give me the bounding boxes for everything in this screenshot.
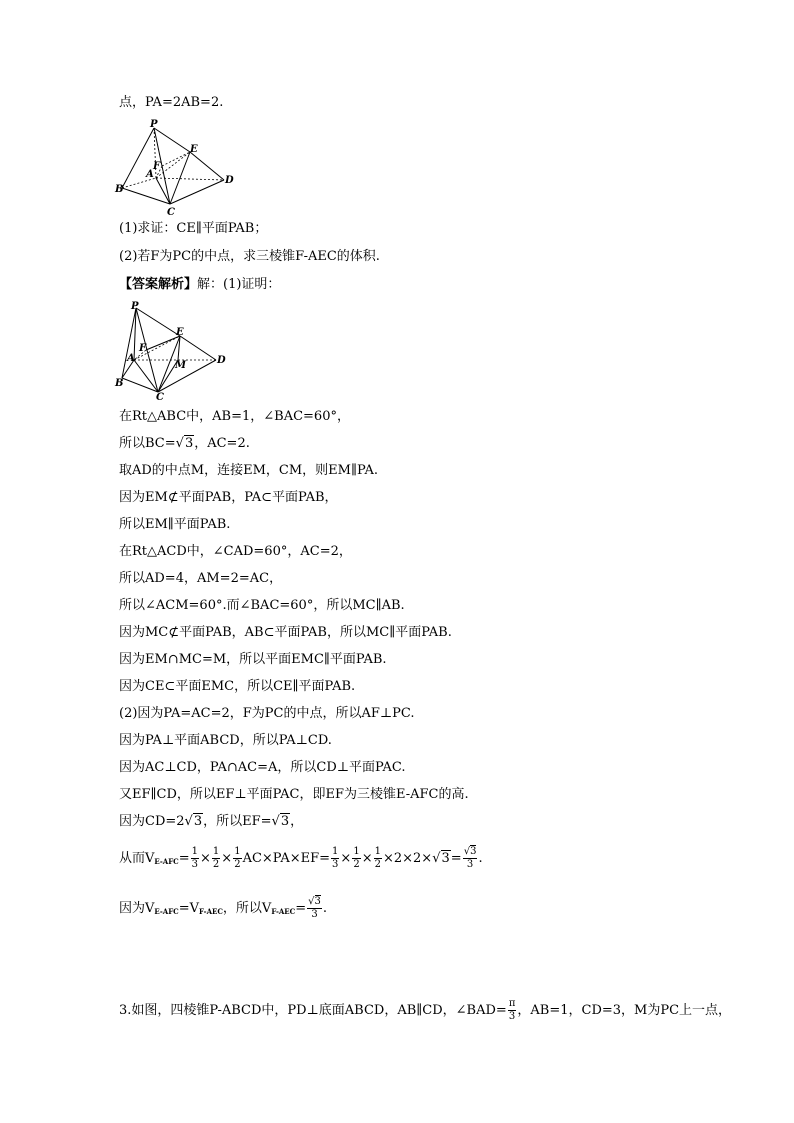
solution-line-5: 所以EM∥平面PAB. — [119, 517, 231, 532]
fig2-label-D: D — [217, 355, 226, 366]
fraction: $\frac{1}{3}$ — [332, 846, 339, 870]
solution-line-1: 在Rt△ABC中，AB=1，∠BAC=60°， — [119, 409, 350, 424]
fig1-label-P: P — [150, 119, 158, 130]
sqrt-symbol: √3 — [175, 436, 194, 451]
fig1-label-D: D — [225, 175, 234, 186]
s18-eq2: = — [295, 901, 307, 916]
solution-line-15: 又EF∥CD，所以EF⊥平面PAC，即EF为三棱锥E-AFC的高. — [119, 787, 469, 802]
answer-start: 解：(1)证明： — [197, 277, 281, 292]
s18-sub2: F-AEC — [199, 907, 223, 916]
solution-line-3: 取AD的中点M，连接EM，CM，则EM∥PA. — [119, 463, 379, 478]
s18-end: . — [322, 901, 328, 916]
problem-3-statement — [119, 998, 731, 1023]
solution-line-14: 因为AC⊥CD，PA∩AC=A，所以CD⊥平面PAC. — [119, 760, 406, 775]
solution-line-7: 所以AD=4，AM=2=AC， — [119, 571, 283, 586]
fraction: $\frac{1}{3}$ — [191, 846, 199, 870]
s17-end: . — [478, 851, 483, 866]
fig2-label-P: P — [131, 301, 139, 312]
pyramid-figure-1 — [114, 118, 239, 218]
fraction: $\frac{1}{2}$ — [212, 846, 220, 870]
fig2-label-A: A — [127, 353, 135, 364]
s16-radicand-2: 3 — [280, 814, 290, 829]
fraction: $\frac{1}{2}$ — [374, 846, 381, 870]
s2-post: ，AC=2. — [194, 436, 250, 451]
s17-eq: = — [178, 851, 190, 866]
solution-line-12: (2)因为PA=AC=2，F为PC的中点，所以AF⊥PC. — [119, 706, 415, 721]
solution-line-13: 因为PA⊥平面ABCD，所以PA⊥CD. — [119, 733, 332, 748]
p3-post: ，AB=1，CD=3，M为PC上一点， — [517, 1003, 732, 1018]
s2-pre: 所以BC= — [119, 436, 176, 451]
fig2-label-B: B — [115, 378, 124, 389]
solution-line-16 — [119, 813, 303, 831]
fig1-label-F: F — [153, 161, 161, 172]
s17-sub: E-AFC — [154, 857, 179, 866]
s17-pre: 从而V — [119, 851, 155, 866]
fig1-label-B: B — [115, 184, 124, 195]
s17-tail: ×2×2× — [382, 851, 433, 866]
sqrt-symbol: √3 — [432, 851, 450, 866]
times-sign: × — [340, 851, 352, 866]
sqrt-symbol: √3 — [184, 814, 203, 829]
fig2-label-C: C — [156, 392, 164, 400]
problem-intro-tail: 点，PA=2AB=2. — [119, 95, 224, 110]
fraction: $\frac{1}{2}$ — [353, 846, 360, 870]
fraction: $\frac{1}{2}$ — [234, 846, 241, 870]
s18-sub3: F-AEC — [271, 907, 296, 916]
times-sign: × — [361, 851, 373, 866]
solution-line-8: 所以∠ACM=60°.而∠BAC=60°，所以MC∥AB. — [119, 598, 405, 613]
s16-pre: 因为CD=2 — [119, 814, 185, 829]
s18-pre: 因为V — [119, 901, 155, 916]
fraction-result: $\frac{√3}{3}$ — [308, 896, 321, 920]
fig1-label-C: C — [167, 207, 175, 218]
fraction-pi-over-3: $\frac{\pi}{3}$ — [508, 998, 516, 1022]
solution-line-10: 因为EM∩MC=M，所以平面EMC∥平面PAB. — [119, 652, 387, 667]
s17-eq2: = — [450, 851, 462, 866]
answer-label: 【答案解析】 — [119, 277, 198, 292]
pyramid-figure-2 — [114, 300, 239, 400]
s18-sub1: E-AFC — [154, 907, 179, 916]
question-1: (1)求证：CE∥平面PAB； — [119, 221, 268, 236]
solution-line-9: 因为MC⊄平面PAB，AB⊂平面PAB，所以MC∥平面PAB. — [119, 625, 452, 640]
fig2-label-M: M — [175, 360, 187, 371]
s16-radicand-1: 3 — [193, 814, 203, 829]
solution-line-18-conclusion — [119, 896, 327, 921]
solution-line-4: 因为EM⊄平面PAB，PA⊂平面PAB， — [119, 490, 338, 505]
p3-pre: 3.如图，四棱锥P-ABCD中，PD⊥底面ABCD，AB∥CD，∠BAD= — [119, 1003, 507, 1018]
times-sign: × — [221, 851, 233, 866]
fraction-result: $\frac{√3}{3}$ — [463, 846, 477, 870]
s18-mid: ，所以V — [222, 901, 272, 916]
times-sign: × — [200, 851, 211, 866]
solution-line-17-volume-formula — [119, 846, 483, 871]
s16-mid: ，所以EF= — [203, 814, 272, 829]
s2-radicand: 3 — [184, 436, 194, 451]
answer-heading — [119, 276, 280, 294]
question-2: (2)若F为PC的中点，求三棱锥F-AEC的体积. — [119, 249, 380, 264]
solution-line-6: 在Rt△ACD中，∠CAD=60°，AC=2， — [119, 544, 352, 559]
s16-post: ， — [290, 814, 304, 829]
fig2-label-E: E — [176, 327, 184, 338]
solution-line-2 — [119, 435, 250, 453]
fig2-label-F: F — [139, 343, 147, 354]
solution-line-11: 因为CE⊂平面EMC，所以CE∥平面PAB. — [119, 679, 356, 694]
sqrt-symbol: √3 — [271, 814, 290, 829]
fig1-label-A: A — [146, 169, 154, 180]
s18-eq: =V — [178, 901, 200, 916]
fig1-label-E: E — [190, 144, 198, 155]
s17-mid: AC×PA×EF= — [242, 851, 331, 866]
